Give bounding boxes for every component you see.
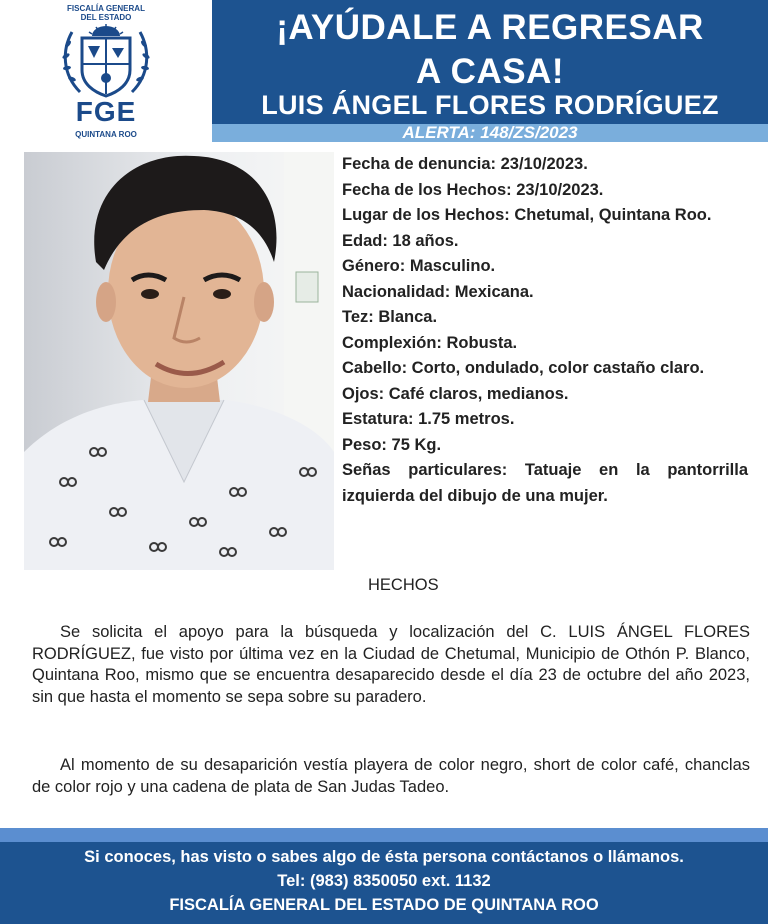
nacionalidad: Nacionalidad: Mexicana.: [342, 282, 534, 301]
missing-person-photo-icon: [24, 152, 334, 570]
fecha-hechos: Fecha de los Hechos: 23/10/2023.: [342, 180, 604, 199]
header-title-line2: A CASA!: [415, 52, 565, 91]
ojos: Ojos: Café claros, medianos.: [342, 384, 569, 403]
footer-accent-strip: [0, 828, 768, 842]
footer-agency: FISCALÍA GENERAL DEL ESTADO DE QUINTANA ROO: [169, 896, 599, 914]
lugar-hechos: Lugar de los Hechos: Chetumal, Quintana Roo.: [342, 206, 712, 224]
genero: Género: Masculino.: [342, 257, 496, 275]
footer: [0, 842, 768, 924]
alert-number: ALERTA: 148/ZS/2023: [402, 123, 578, 142]
tez: Tez: Blanca.: [342, 308, 438, 326]
logo-top-text: [0, 4, 212, 22]
fge-logo: [0, 0, 212, 148]
estatura: Estatura: 1.75 metros.: [342, 410, 515, 428]
header-title: [212, 6, 768, 94]
hechos-title: HECHOS: [368, 576, 439, 594]
complexion: Complexión: Robusta.: [342, 333, 518, 352]
footer-contact-message: Si conoces, has visto o sabes algo de ésta persona contáctanos o llámanos.: [84, 848, 684, 866]
senas-particulares: Señas particulares: Tatuaje en la pantorrilla izquierda del dibujo de una mujer.: [342, 461, 748, 505]
hechos-paragraph-2: Al momento de su desaparición vestía playera de color negro, short de color café, chanclas de color rojo y una cadena de plata de San Judas Tadeo.: [32, 756, 750, 796]
logo-top-line2: DEL ESTADO: [80, 13, 132, 22]
edad: Edad: 18 años.: [342, 231, 459, 250]
footer-phone: Tel: (983) 8350050 ext. 1132: [277, 872, 491, 890]
person-details: [342, 152, 748, 509]
peso: Peso: 75 Kg.: [342, 435, 442, 454]
fecha-denuncia: Fecha de denuncia: 23/10/2023.: [342, 155, 588, 173]
logo-top-line1: FISCALÍA GENERAL: [67, 4, 145, 13]
state-coat-of-arms-icon: [58, 22, 154, 100]
hechos-paragraph-1: Se solicita el apoyo para la búsqueda y localización del C. LUIS ÁNGEL FLORES RODRÍGUEZ, fue visto por última vez en la Ciudad de Chetumal, Municipio de Othón P. Blanco, Quintana Roo, mismo que se encuentra desaparecido desde el día 23 de octubre del año 2023, sin que hasta el momento se sepa sobre su paradero.: [32, 623, 750, 706]
header-title-line1: ¡AYÚDALE A REGRESAR: [276, 8, 704, 47]
missing-person-name: LUIS ÁNGEL FLORES RODRÍGUEZ: [261, 90, 719, 120]
logo-acronym: FGE: [75, 96, 137, 127]
cabello: Cabello: Corto, ondulado, color castaño claro.: [342, 359, 705, 377]
alert-strip: [212, 124, 768, 142]
logo-state: QUINTANA ROO: [75, 130, 137, 139]
